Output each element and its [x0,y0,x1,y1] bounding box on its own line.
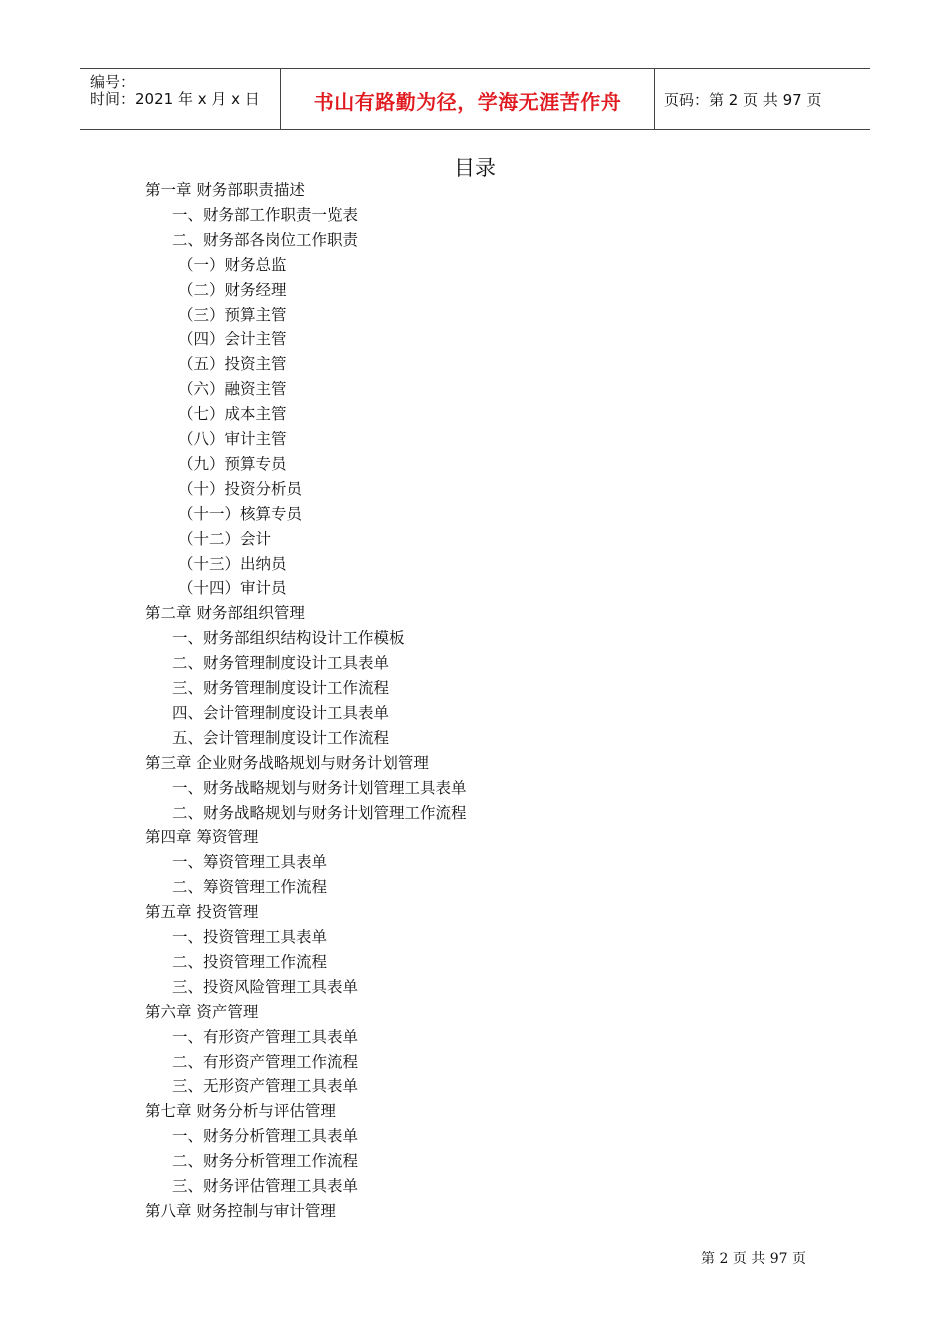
toc-chapter[interactable]: 第四章 筹资管理 [145,828,259,847]
toc-section[interactable]: 五、会计管理制度设计工作流程 [172,728,390,747]
toc-subsection[interactable]: （十一）核算专员 [178,504,303,523]
toc-section[interactable]: 二、财务分析管理工作流程 [172,1152,359,1171]
toc-section[interactable]: 二、财务部各岗位工作职责 [172,230,359,249]
toc-section[interactable]: 三、无形资产管理工具表单 [172,1077,359,1096]
toc-section[interactable]: 一、财务战略规划与财务计划管理工具表单 [172,778,467,797]
toc-subsection[interactable]: （四）会计主管 [178,330,287,349]
toc-chapter[interactable]: 第二章 财务部组织管理 [145,604,305,623]
toc-section[interactable]: 一、投资管理工具表单 [172,928,328,946]
page-footer: 第 2 页 共 97 页 [701,1251,806,1267]
toc-chapter[interactable]: 第八章 财务控制与审计管理 [145,1201,336,1220]
toc-section[interactable]: 一、财务部工作职责一览表 [172,205,359,224]
document-header [80,68,870,130]
toc-subsection[interactable]: （一）财务总监 [178,255,287,274]
toc-subsection[interactable]: （七）成本主管 [178,405,287,424]
toc-subsection[interactable]: （五）投资主管 [178,355,287,374]
header-meta-cell [80,69,280,129]
toc-chapter[interactable]: 第一章 财务部职责描述 [145,181,305,199]
toc-section[interactable]: 一、财务部组织结构设计工作模板 [172,629,405,648]
toc-section[interactable]: 二、筹资管理工作流程 [172,878,328,897]
toc-section[interactable]: 二、财务管理制度设计工具表单 [172,654,390,673]
header-page-cell [654,69,870,129]
toc-subsection[interactable]: （三）预算主管 [178,305,287,324]
toc-chapter[interactable]: 第五章 投资管理 [145,903,259,922]
toc-subsection[interactable]: （十）投资分析员 [178,479,303,498]
toc-title: 目录 [454,156,496,180]
toc-subsection[interactable]: （九）预算专员 [178,454,287,473]
header-page-number: 页码：第 2 页 共 97 页 [664,91,822,109]
toc-section[interactable]: 一、筹资管理工具表单 [172,853,328,872]
toc-subsection[interactable]: （二）财务经理 [178,280,287,299]
toc-section[interactable]: 三、投资风险管理工具表单 [172,977,359,996]
header-motto: 书山有路勤为径，学海无涯苦作舟 [313,90,622,114]
toc-section[interactable]: 一、有形资产管理工具表单 [172,1027,359,1046]
toc-section[interactable]: 二、投资管理工作流程 [172,952,328,971]
toc-subsection[interactable]: （六）融资主管 [178,380,287,399]
document-number-label: 编号： [90,73,136,91]
toc-chapter[interactable]: 第七章 财务分析与评估管理 [145,1102,336,1121]
toc-subsection[interactable]: （十四）审计员 [178,579,287,598]
toc-subsection[interactable]: （十三）出纳员 [178,554,287,573]
toc-chapter[interactable]: 第三章 企业财务战略规划与财务计划管理 [145,753,429,772]
document-date-label: 时间：2021 年 x 月 x 日 [90,90,260,108]
toc-section[interactable]: 三、财务评估管理工具表单 [172,1177,359,1195]
toc-section[interactable]: 二、财务战略规划与财务计划管理工作流程 [172,803,467,822]
header-motto-cell [280,69,655,129]
toc-chapter[interactable]: 第六章 资产管理 [145,1002,259,1021]
toc-subsection[interactable]: （十二）会计 [178,529,272,548]
toc-section[interactable]: 一、财务分析管理工具表单 [172,1127,359,1146]
toc-section[interactable]: 四、会计管理制度设计工具表单 [172,703,390,722]
toc-section[interactable]: 二、有形资产管理工作流程 [172,1052,359,1071]
toc-section[interactable]: 三、财务管理制度设计工作流程 [172,679,390,697]
toc-subsection[interactable]: （八）审计主管 [178,430,287,448]
